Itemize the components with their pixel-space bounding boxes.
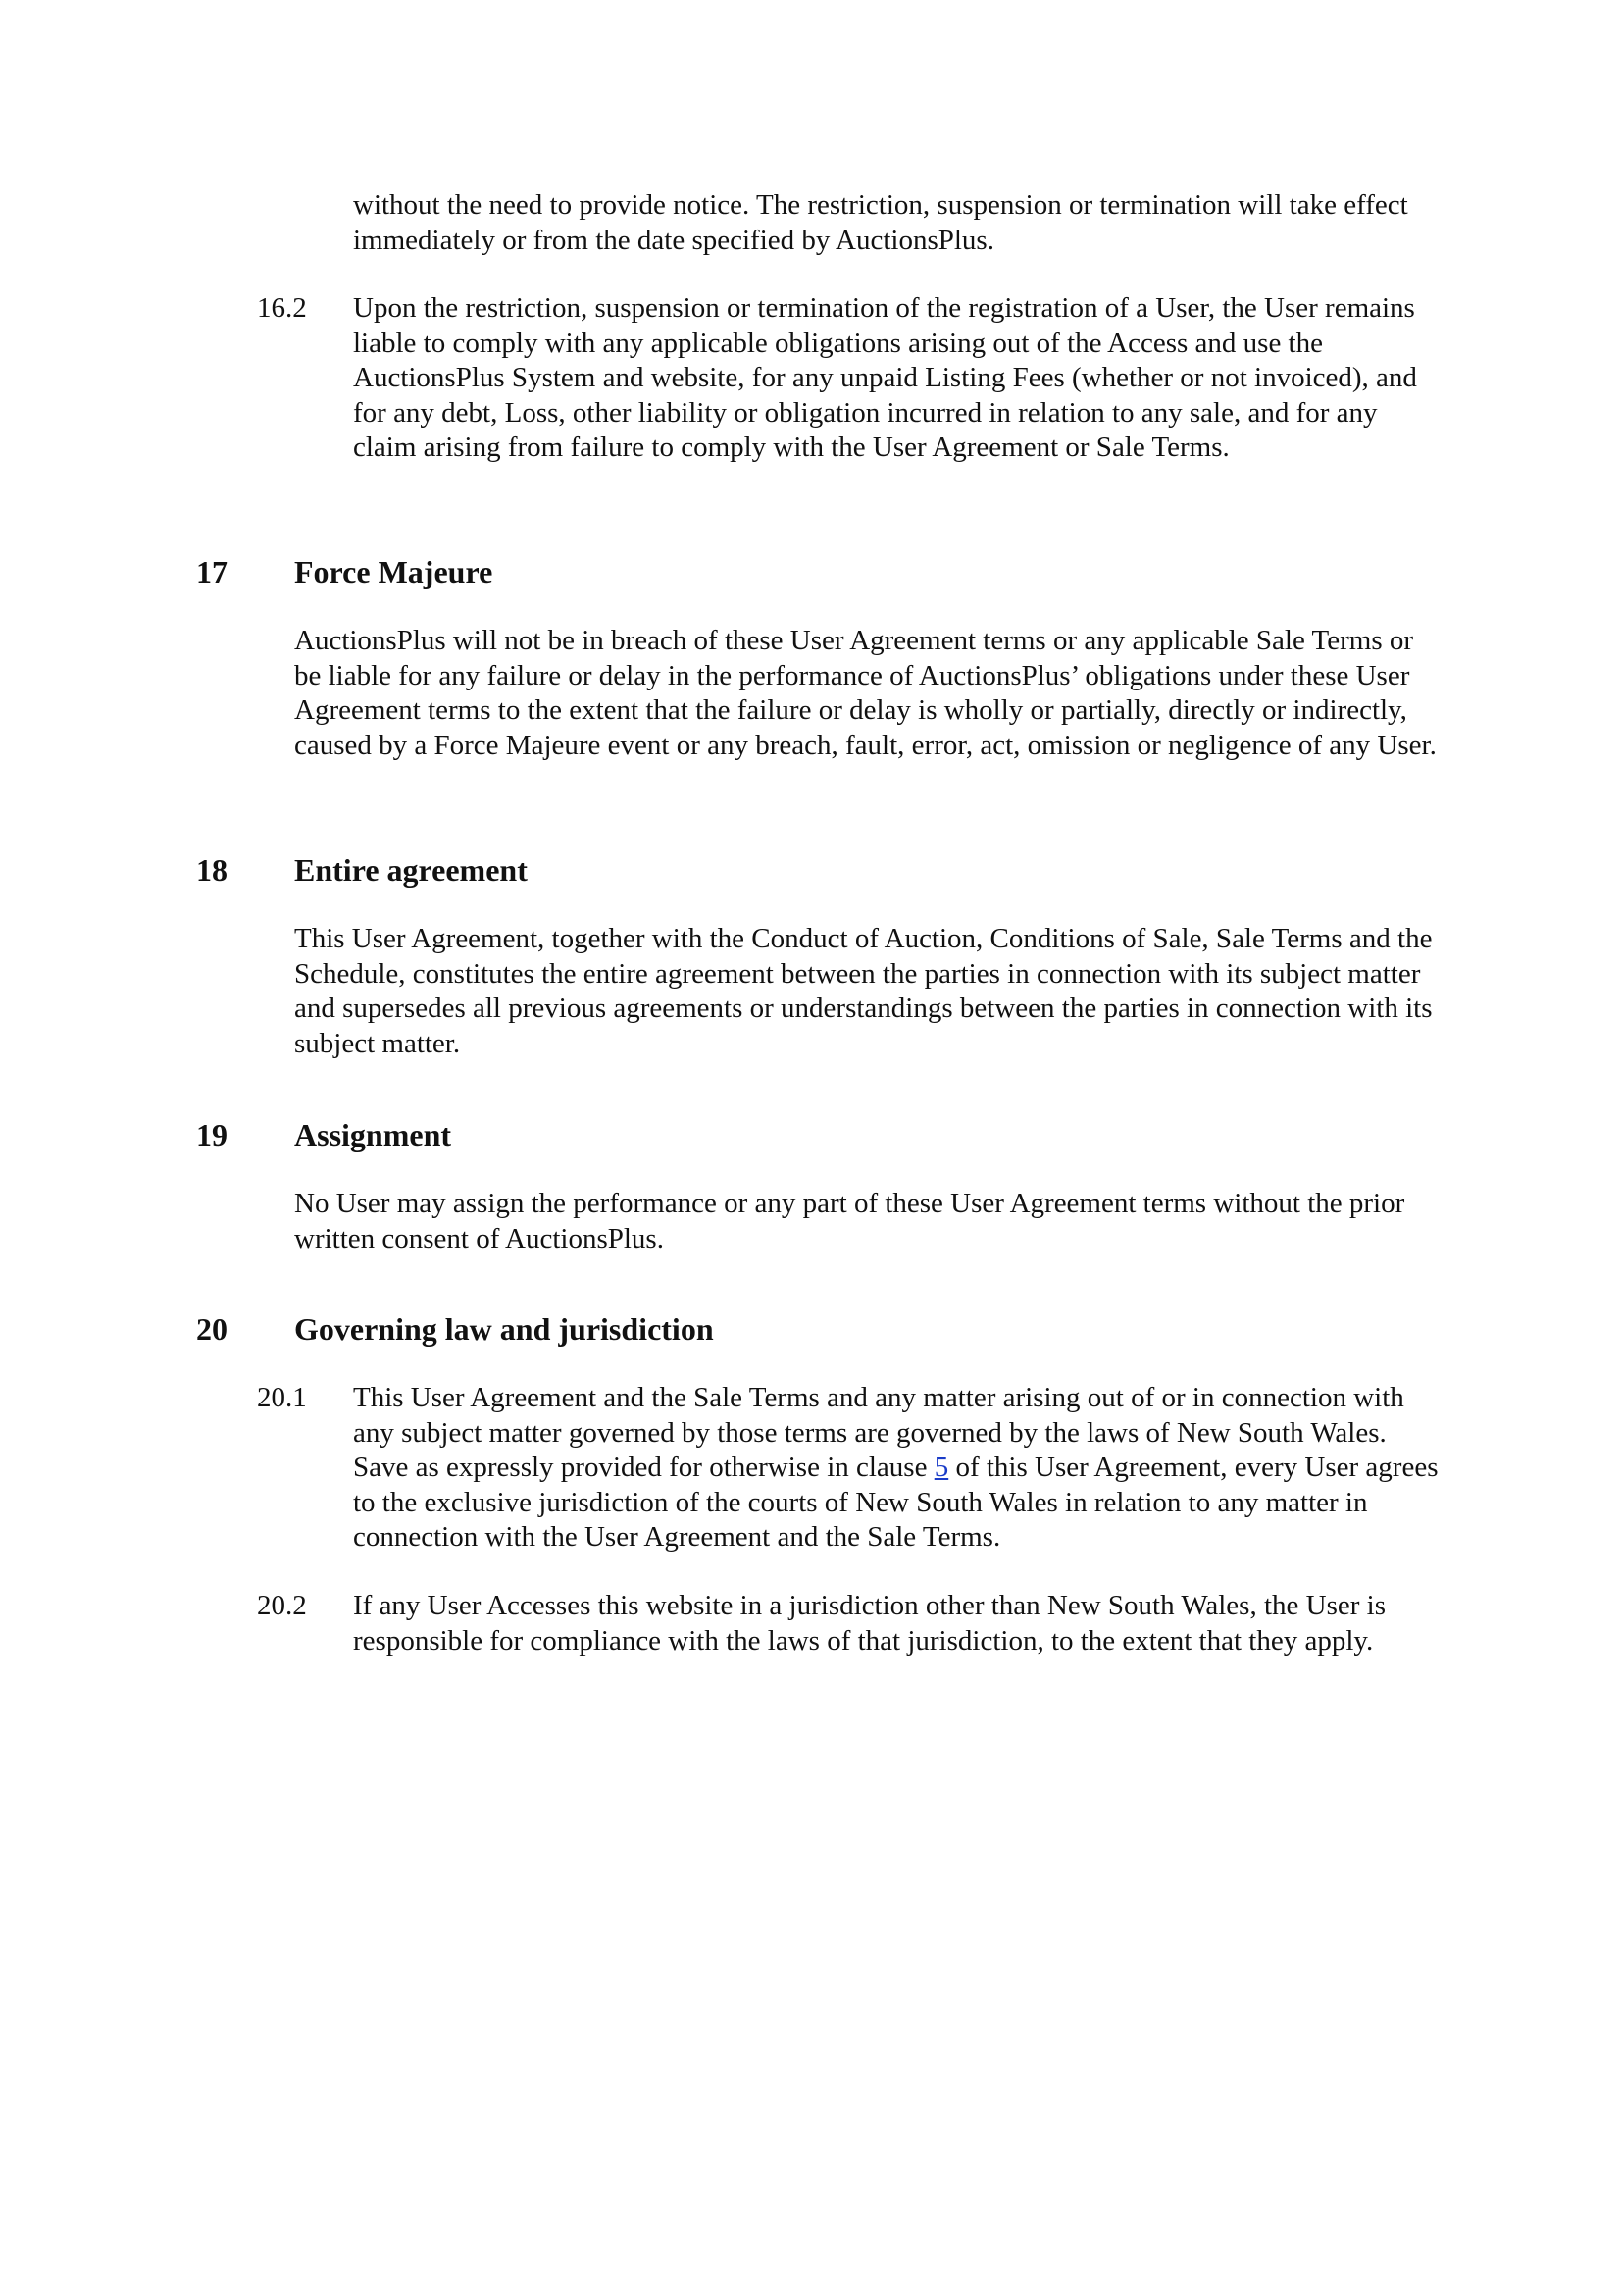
section-number-20: 20 <box>196 1311 228 1347</box>
section-18-body: This User Agreement, together with the Conduct of Auction, Conditions of Sale, Sale Terms and the Schedule, constitutes the entire agreement between the parties in connection with its subject matter and supersedes all previous agreements or understandings between the parties in connection with its subject matter. <box>294 923 1433 1059</box>
section-number-18: 18 <box>196 852 228 888</box>
section-number-19: 19 <box>196 1117 228 1152</box>
section-title-governing-law: Governing law and jurisdiction <box>294 1311 714 1347</box>
clause-number-16-2: 16.2 <box>257 292 307 324</box>
clause-20-1-text-before: This User Agreement and the Sale Terms and any matter arising out of or in connection with any subject matter governed by those terms are governed by the laws of New South Wales. Save as expressly provided for otherwise in clause <box>353 1382 1404 1483</box>
clause-number-20-1: 20.1 <box>257 1382 307 1413</box>
section-title-entire-agreement: Entire agreement <box>294 852 528 888</box>
section-title-assignment: Assignment <box>294 1117 452 1152</box>
clause-20-1-text <box>353 1381 1442 1556</box>
clause-number-20-2: 20.2 <box>257 1590 307 1621</box>
section-17-body: AuctionsPlus will not be in breach of these User Agreement terms or any applicable Sale Terms or be liable for any failure or delay in the performance of AuctionsPlus’ obligations under these User Agreement terms to the extent that the failure or delay is wholly or partially, directly or indirectly, caused by a Force Majeure event or any breach, fault, error, act, omission or negligence of any User. <box>294 625 1437 761</box>
clause-16-2-text: Upon the restriction, suspension or termination of the registration of a User, the User remains liable to comply with any applicable obligations arising out of the Access and use the AuctionsPlus System and website, for any unpaid Listing Fees (whether or not invoiced), and for any debt, Loss, other liability or obligation incurred in relation to any sale, and for any claim arising from failure to comply with the User Agreement or Sale Terms. <box>353 292 1417 463</box>
clause-20-2-text: If any User Accesses this website in a jurisdiction other than New South Wales, the User is responsible for compliance with the laws of that jurisdiction, to the extent that they apply. <box>353 1590 1386 1657</box>
section-title-force-majeure: Force Majeure <box>294 554 493 589</box>
clause-5-cross-reference-link[interactable]: 5 <box>934 1452 949 1483</box>
section-number-17: 17 <box>196 554 228 589</box>
clause-16-1-continuation: without the need to provide notice. The restriction, suspension or termination will take effect immediately or from the date specified by AuctionsPlus. <box>353 189 1408 256</box>
clause-20-1-text-after: of this User Agreement, every User agrees to the exclusive jurisdiction of the courts of New South Wales in relation to any matter in connection with the User Agreement and the Sale Terms. <box>353 1452 1439 1553</box>
section-19-body: No User may assign the performance or any part of these User Agreement terms without the prior written consent of AuctionsPlus. <box>294 1188 1405 1254</box>
